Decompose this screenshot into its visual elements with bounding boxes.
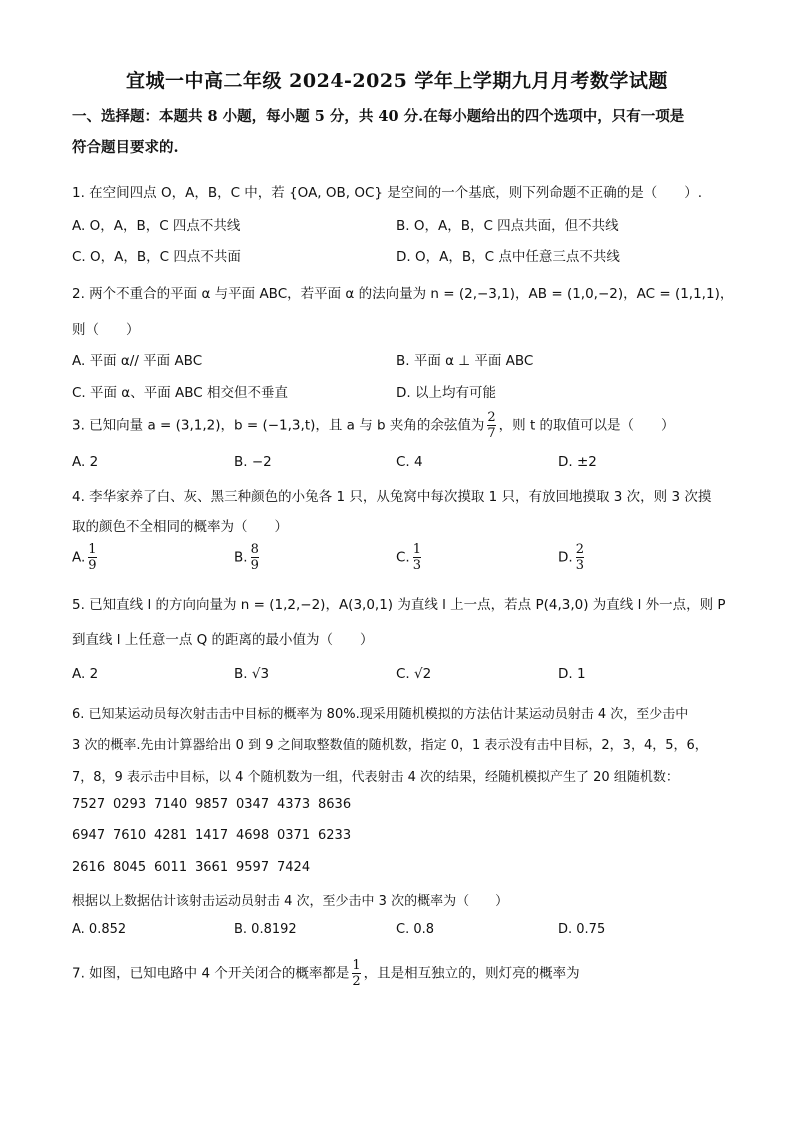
random-number: 7527 (72, 797, 106, 812)
q4-c-den: 3 (412, 558, 421, 573)
q6-option-a: A. 0.852 (72, 922, 127, 937)
q2-stem-cont: 则（ ） (72, 322, 140, 338)
q6-option-d: D. 0.75 (558, 922, 606, 937)
random-number: 7424 (277, 860, 311, 875)
q4-option-c (396, 542, 424, 573)
q4-option-d-label: D. (558, 549, 573, 566)
q6-stem-question: 根据以上数据估计该射击运动员射击 4 次，至少击中 3 次的概率为（ ） (72, 894, 509, 909)
q1-option-c: C. O，A，B，C 四点不共面 (72, 249, 241, 265)
q6-stem-cont1: 3 次的概率.先由计算器给出 0 到 9 之间取整数值的随机数，指定 0，1 表示没有击中目标，2，3，4，5，6， (72, 738, 708, 753)
q3-stem-pre: 3. 已知向量 a = (3,1,2)，b = (−1,3,t)，且 a 与 b 夹角的余弦值为 (72, 417, 485, 434)
q7-frac-den: 2 (352, 974, 361, 989)
q4-stem: 4. 李华家养了白、灰、黑三种颜色的小兔各 1 只，从兔窝中每次摸取 1 只，有放回地摸取 3 次，则 3 次摸 (72, 489, 712, 505)
random-number: 4698 (236, 828, 270, 843)
random-number: 6233 (318, 828, 352, 843)
q7-stem-post: ，且是相互独立的，则灯亮的概率为 (363, 965, 580, 982)
q1-option-d: D. O，A，B，C 点中任意三点不共线 (396, 249, 620, 265)
q6-option-c: C. 0.8 (396, 922, 435, 937)
q1-option-b: B. O，A，B，C 四点共面，但不共线 (396, 218, 619, 234)
q2-option-a: A. 平面 α// 平面 ABC (72, 353, 203, 369)
q5-option-c: C. √2 (396, 666, 432, 682)
random-number: 6011 (154, 860, 188, 875)
q4-option-b (234, 542, 262, 573)
q6-stem: 6. 已知某运动员每次射击击中目标的概率为 80%.现采用随机模拟的方法估计某运动员射击 4 次，至少击中 (72, 707, 689, 722)
q3-option-c: C. 4 (396, 454, 423, 470)
q4-a-den: 9 (88, 558, 97, 573)
section-heading-line2: 符合题目要求的. (72, 139, 179, 156)
q4-c-num: 1 (412, 542, 421, 557)
q4-b-den: 9 (250, 558, 259, 573)
q3-option-a: A. 2 (72, 454, 99, 470)
random-number: 3661 (195, 860, 229, 875)
q3-option-b: B. −2 (234, 454, 272, 470)
q1-stem: 1. 在空间四点 O，A，B，C 中，若 {OA, OB, OC} 是空间的一个基底，则下列命题不正确的是（ ）. (72, 185, 703, 201)
q4-b-num: 8 (250, 542, 259, 557)
q7-stem-pre: 7. 如图，已知电路中 4 个开关闭合的概率都是 (72, 965, 350, 982)
q2-option-c: C. 平面 α、平面 ABC 相交但不垂直 (72, 385, 288, 401)
q4-option-a-fraction (88, 542, 96, 573)
q4-option-d-fraction (576, 542, 584, 573)
random-number: 9597 (236, 860, 270, 875)
q4-option-d (558, 542, 587, 573)
q6-stem-cont2: 7，8，9 表示击中目标，以 4 个随机数为一组，代表射击 4 次的结果，经随机模拟产生了 20 组随机数： (72, 770, 679, 785)
random-number: 0371 (277, 828, 311, 843)
q4-option-b-fraction (251, 542, 259, 573)
q4-option-b-label: B. (234, 549, 248, 566)
random-number: 9857 (195, 797, 229, 812)
q4-stem-cont: 取的颜色不全相同的概率为（ ） (72, 519, 288, 535)
q3-option-d: D. ±2 (558, 454, 597, 470)
q5-option-d: D. 1 (558, 666, 586, 682)
q5-stem: 5. 已知直线 l 的方向向量为 n = (1,2,−2)，A(3,0,1) 为直线 l 上一点，若点 P(4,3,0) 为直线 l 外一点，则 P (72, 597, 726, 613)
q6-random-row-2 (72, 828, 359, 843)
random-number: 4281 (154, 828, 188, 843)
q6-random-row-1 (72, 797, 359, 812)
random-number: 7140 (154, 797, 188, 812)
q4-option-c-fraction (413, 542, 421, 573)
q3-frac-den: 7 (487, 426, 496, 441)
q5-stem-cont: 到直线 l 上任意一点 Q 的距离的最小值为（ ） (72, 632, 374, 648)
q4-option-a-label: A. (72, 549, 86, 566)
q1-option-a: A. O，A，B，C 四点不共线 (72, 218, 241, 234)
q3-frac-num: 2 (487, 410, 496, 425)
q7-frac-num: 1 (352, 958, 361, 973)
q3-stem (72, 410, 732, 441)
q2-option-b: B. 平面 α ⊥ 平面 ABC (396, 353, 534, 369)
q4-option-a (72, 542, 100, 573)
random-number: 6947 (72, 828, 106, 843)
q4-option-c-label: C. (396, 549, 410, 566)
random-number: 4373 (277, 797, 311, 812)
q5-option-b: B. √3 (234, 666, 270, 682)
section-heading (72, 101, 732, 163)
q7-fraction (352, 958, 360, 989)
q5-option-a: A. 2 (72, 666, 99, 682)
q4-d-num: 2 (575, 542, 584, 557)
q6-random-row-3 (72, 860, 318, 875)
q7-stem (72, 958, 732, 989)
q3-stem-post: ，则 t 的取值可以是（ ） (498, 417, 675, 434)
random-number: 8045 (113, 860, 147, 875)
exam-title: 宜城一中高二年级 2024-2025 学年上学期九月月考数学试题 (126, 70, 668, 92)
random-number: 1417 (195, 828, 229, 843)
q2-stem: 2. 两个不重合的平面 α 与平面 ABC，若平面 α 的法向量为 n = (2,−3,1)，AB = (1,0,−2)，AC = (1,1,1)， (72, 286, 734, 302)
q4-a-num: 1 (88, 542, 97, 557)
random-number: 8636 (318, 797, 352, 812)
q6-option-b: B. 0.8192 (234, 922, 297, 937)
q2-option-d: D. 以上均有可能 (396, 385, 496, 401)
section-heading-line1: 一、选择题：本题共 8 小题，每小题 5 分，共 40 分.在每小题给出的四个选项中，只有一项是 (72, 108, 685, 125)
random-number: 0293 (113, 797, 147, 812)
q4-d-den: 3 (575, 558, 584, 573)
random-number: 7610 (113, 828, 147, 843)
random-number: 2616 (72, 860, 106, 875)
q3-fraction (487, 410, 495, 441)
random-number: 0347 (236, 797, 270, 812)
